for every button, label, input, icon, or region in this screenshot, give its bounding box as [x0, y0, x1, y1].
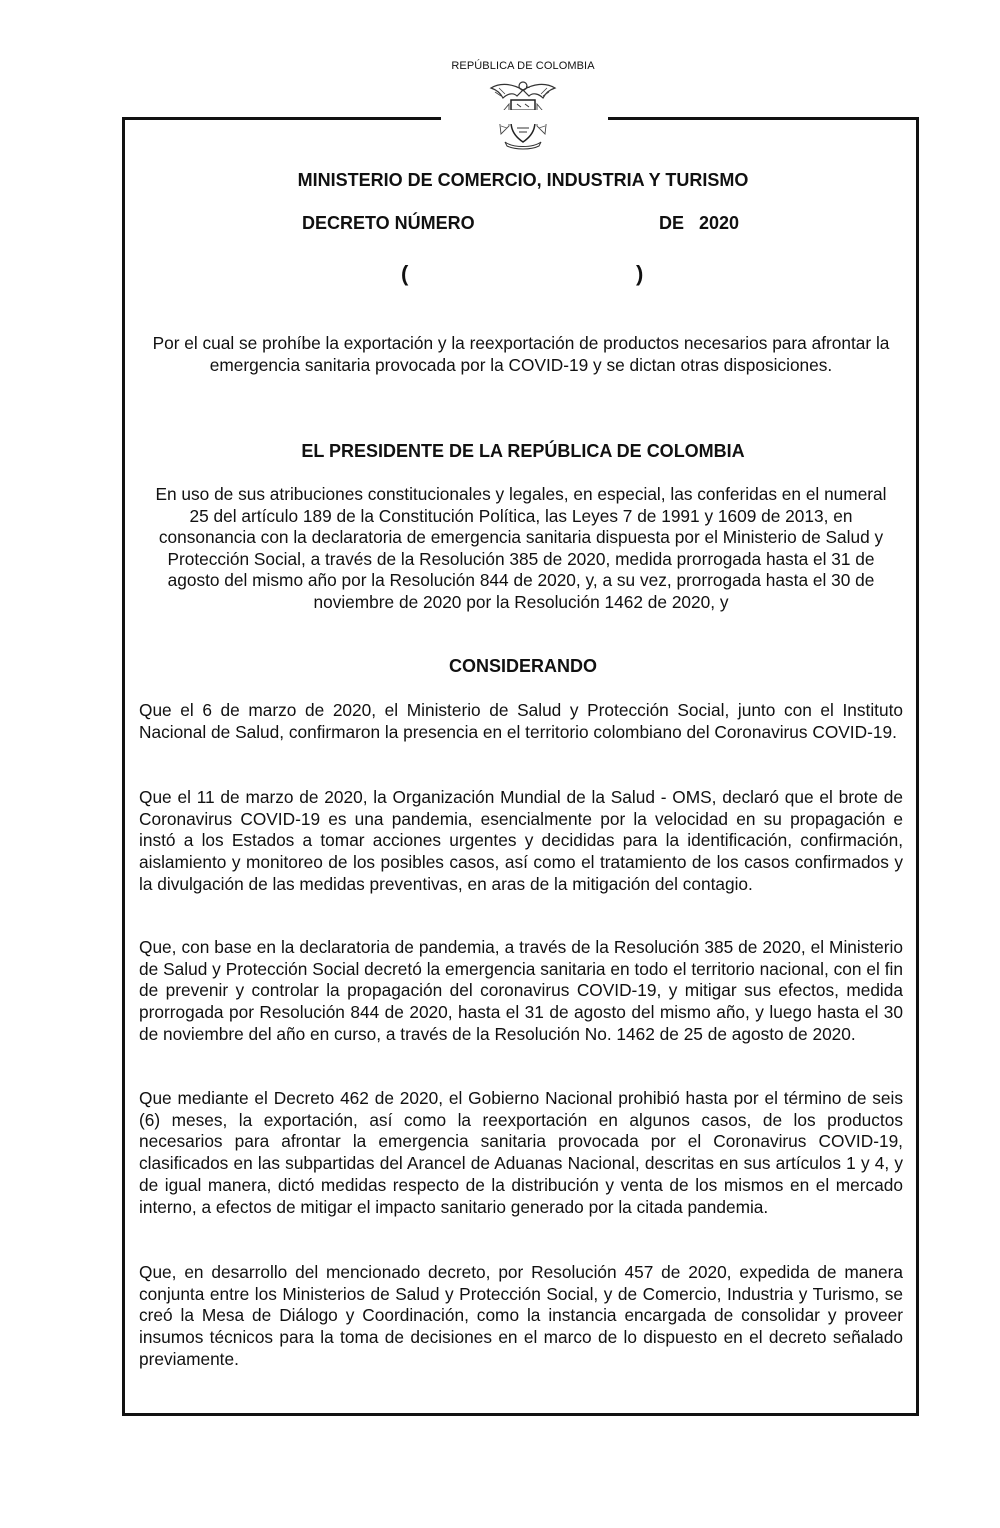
republica-header: REPÚBLICA DE COLOMBIA: [451, 60, 595, 72]
powers-paragraph: En uso de sus atribuciones constitucionales y legales, en especial, las conferidas en el numeral 25 del artículo 189 de la Constitución Política, las Leyes 7 de 1991 y 1609 de 2013, en consonancia con la declaratoria de emergencia sanitaria dispuesta por el Ministerio de Salud y Protección Social, a través de la Resolución 385 de 2020, medida prorrogada hasta el 31 de agosto del mismo año por la Resolución 844 de 2020, y, a su vez, prorrogada hasta el 30 de noviembre de 2020 por la Resolución 1462 de 2020, y: [155, 484, 887, 612]
document-frame: [122, 117, 919, 1416]
considering-paragraph-5: Que, en desarrollo del mencionado decreto, por Resolución 457 de 2020, expedida de manera conjunta entre los Ministerios de Salud y Protección Social, y de Comercio, Industria y Turismo, se creó la Mesa de Diálogo y Coordinación, como la instancia encargada de consolidar y proveer insumos técnicos para la toma de decisiones en el marco de lo dispuesto en el decreto señalado previamente.: [139, 1262, 903, 1369]
frame-seal-gap: [441, 110, 608, 124]
considering-paragraph-2: Que el 11 de marzo de 2020, la Organización Mundial de la Salud - OMS, declaró que el brote de Coronavirus COVID-19 es una pandemia, esencialmente por la velocidad en su propagación e instó a los Estados a tomar acciones urgentes y decididas para la identificación, confirmación, aislamiento y monitoreo de los posibles casos, así como el tratamiento de los casos confirmados y la divulgación de las medidas preventivas, en aras de la mitigación del contagio.: [139, 787, 903, 894]
authority-title: EL PRESIDENTE DE LA REPÚBLICA DE COLOMBIA: [301, 441, 745, 461]
decree-number-label: DECRETO NÚMERO: [302, 213, 475, 233]
paren-open: (: [401, 261, 409, 286]
considering-paragraph-4: Que mediante el Decreto 462 de 2020, el Gobierno Nacional prohibió hasta por el término de seis (6) meses, la exportación, así como la reexportación en algunos casos, de los productos necesarios para afrontar la emergencia sanitaria provocada por el Coronavirus COVID-19, clasificados en las subpartidas del Arancel de Aduanas Nacional, descritas en sus artículos 1 y 4, y de igual manera, dictó medidas respecto de la distribución y venta de los mismos en el mercado interno, a efectos de mitigar el impacto sanitario generado por la citada pandemia.: [139, 1088, 903, 1217]
considering-title: CONSIDERANDO: [448, 656, 597, 676]
paren-close: ): [636, 261, 644, 286]
ministry-title: MINISTERIO DE COMERCIO, INDUSTRIA Y TURISMO: [297, 170, 749, 190]
considering-paragraph-3: Que, con base en la declaratoria de pandemia, a través de la Resolución 385 de 2020, el Ministerio de Salud y Protección Social decretó la emergencia sanitaria en todo el territorio nacional, con el fin de prevenir y controlar la propagación del coronavirus COVID-19, y mitigar sus efectos, medida prorrogada por Resolución 844 de 2020, hasta el 31 de agosto del mismo año, y luego hasta el 30 de noviembre del año en curso, a través de la Resolución No. 1462 de 25 de agosto de 2020.: [139, 937, 903, 1044]
considering-paragraph-1: Que el 6 de marzo de 2020, el Ministerio de Salud y Protección Social, junto con el Instituto Nacional de Salud, confirmaron la presencia en el territorio colombiano del Coronavirus COVID-19.: [139, 700, 903, 742]
decree-year: DE 2020: [659, 213, 740, 233]
decree-summary: Por el cual se prohíbe la exportación y la reexportación de productos necesarios para afrontar la emergencia sanitaria provocada por la COVID-19 y se dictan otras disposiciones.: [152, 333, 890, 375]
